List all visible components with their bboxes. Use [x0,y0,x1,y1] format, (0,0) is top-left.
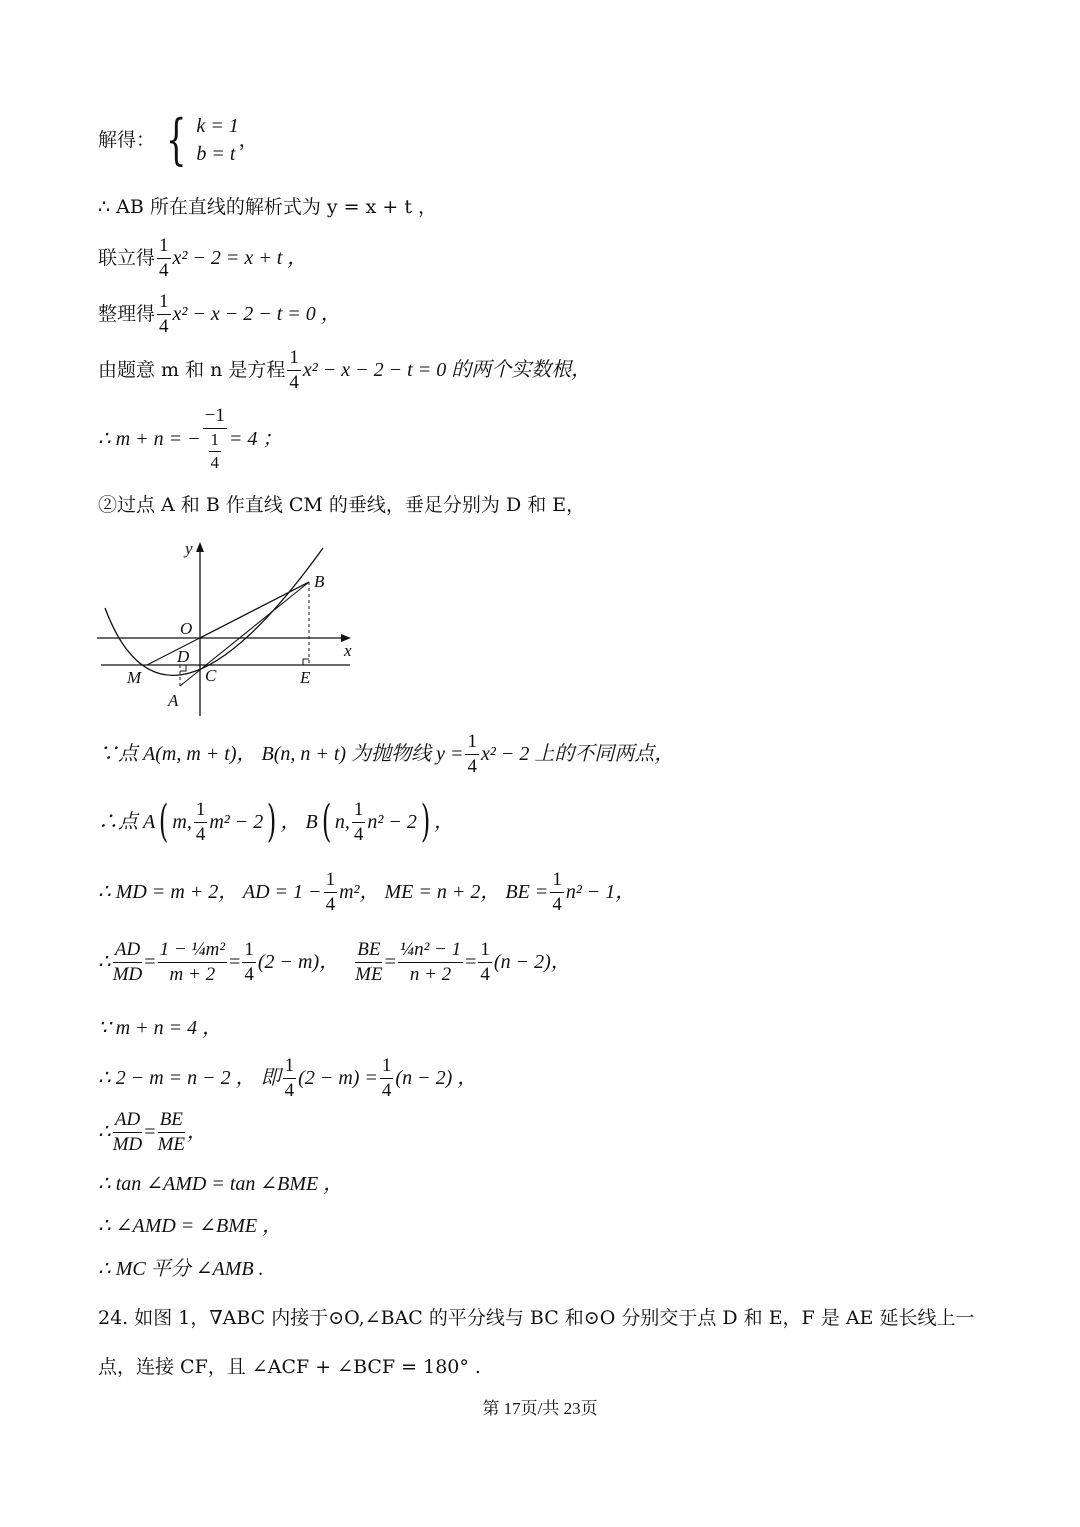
paren-close: ) [267,796,277,848]
fraction-be-me: $\frac{BE}{ME}$ [157,1109,186,1155]
text: n² − 2 [367,811,417,834]
fraction-quarter: $\frac{1}{4}$ [159,235,169,281]
text: ∴ ∠AMD = ∠BME ， [98,1215,283,1237]
label-b: B [314,572,325,591]
fraction-quarter: $\frac{1}{4}$ [353,799,364,845]
page-footer: 第 17页/共 23页 [482,1399,598,1418]
step-two-line [98,496,585,515]
ratio-equal-line: ∴ $\frac{AD}{MD}$ = $\frac{BE}{ME}$ ， [98,1109,208,1155]
text: ∴ AB 所在直线的解析式为 y = x + t ， [98,196,438,218]
label-x: x [344,641,352,660]
equation: x² − x − 2 − t = 0 ， [172,303,341,326]
text: ∴ MC 平分 ∠AMB . [98,1258,264,1280]
label-c: C [205,666,217,685]
fraction-be-me: $\frac{BE}{ME}$ [355,939,383,985]
ratio-line: ∴ $\frac{AD}{MD}$ = $\frac{\text{1 − ¼m²}}{m + 2}$ = $\frac{1}{4}$ (2 − m)， $\frac{BE}{ME}$ = $\frac{\text{¼n² − 1}}{n + 2}$ = $\frac{1}{4}$ (n − 2)， [98,939,571,985]
text: ∵点 A(m, m + t)， B(n, n + t) 为抛物线 y = [98,743,464,766]
right-angle-e [303,659,309,665]
text: ， [434,811,455,834]
fraction-quarter: $\frac{1}{4}$ [284,1055,295,1101]
y-axis-arrow [196,542,204,552]
equation-system [196,116,238,164]
fraction-quarter: $\frac{1}{4}$ [244,939,254,985]
fraction-ad-md: $\frac{AD}{MD}$ [112,1109,143,1155]
label-e: E [300,668,311,687]
text: 整理得 [98,302,156,325]
text: 由题意 m 和 n 是方程 [98,358,286,381]
comma: ， [238,128,258,151]
angle-equal-line [98,1216,282,1236]
text: (2 − m)， [257,951,340,974]
fraction-quarter: $\frac{1}{4}$ [325,869,336,915]
text: ∵ m + n = 4 ， [98,1017,223,1039]
conclusion-line [98,1259,264,1279]
equation-rhs: = 4 ； [228,427,283,450]
text: m²， ME = n + 2， BE = [339,881,549,904]
compound-fraction: $\frac{-1}{\frac{1}{4}}$ [204,405,225,472]
fraction-ratio-1: $\frac{\text{1 − ¼m²}}{m + 2}$ [159,939,226,985]
text: ， B [280,811,318,834]
text: n, [334,811,350,834]
text: x² − 2 上的不同两点， [480,743,675,766]
label-o: O [180,619,193,638]
paren-open: ( [321,796,331,848]
text: (2 − m) = [298,1067,378,1090]
equation: x² − 2 = x + t ， [172,247,308,270]
text: m² − 2 [209,811,264,834]
simplified-equation-line [98,292,341,337]
fraction-quarter: $\frac{1}{4}$ [467,731,477,777]
tan-line [98,1174,343,1194]
text: ∴ [98,1121,111,1144]
text: ∴ MD = m + 2， AD = 1 − [98,881,322,904]
sum-of-roots-line [98,406,282,472]
parabola-figure [95,538,360,718]
text: ∴点 A [98,811,156,834]
text: ②过点 A 和 B 作直线 CM 的垂线，垂足分别为 D 和 E， [98,494,586,516]
fraction-ad-md: $\frac{AD}{MD}$ [112,939,143,985]
paren-open: ( [159,796,169,848]
label-d: D [177,647,190,666]
fraction-quarter: $\frac{1}{4}$ [289,347,299,393]
text: 联立得 [98,246,156,269]
equation-k: k = 1 [196,115,239,137]
solve-label: 解得： [98,128,156,151]
text: n² − 1， [565,881,636,904]
segment-lengths-line [98,870,635,915]
text: ∴ [98,951,111,974]
point-coordinates-line [98,796,455,848]
problem-24-line-1 [98,1309,974,1328]
roots-statement-line [98,348,591,393]
equation-b: b = t [196,143,236,165]
fraction-ratio-2: $\frac{\text{¼n² − 1}}{n + 2}$ [399,939,462,985]
label-m: M [127,668,142,687]
text: 24. 如图 1，∇ABC 内接于⊙O,∠BAC 的平分线与 BC 和⊙O 分别交于点 D 和 E，F 是 AE 延长线上一 [98,1307,975,1329]
text: 点，连接 CF，且 ∠ACF + ∠BCF = 180° . [98,1356,481,1378]
equal-terms-line [98,1056,477,1101]
equation: x² − x − 2 − t = 0 的两个实数根， [302,359,592,382]
label-y: y [185,539,193,558]
parabola-curve [105,548,323,675]
text: (n − 2)， [493,951,571,974]
fraction-quarter: $\frac{1}{4}$ [552,869,562,915]
label-a: A [168,691,179,710]
fraction-quarter: $\frac{1}{4}$ [381,1055,392,1101]
text: ∴ tan ∠AMD = tan ∠BME ， [98,1173,344,1195]
points-on-parabola-line [98,732,674,777]
fraction-quarter: $\frac{1}{4}$ [159,291,169,337]
text: ， [187,1121,208,1144]
fraction-quarter: $\frac{1}{4}$ [195,799,206,845]
text: (n − 2) ， [395,1067,478,1090]
equation-lhs: ∴ m + n = − [98,427,201,450]
sum-given-line [98,1018,222,1038]
problem-24-line-2 [98,1358,481,1377]
solution-system-line [98,108,258,171]
paren-close: ) [420,796,431,848]
system-brace: { [165,108,187,171]
text: m, [172,811,192,834]
fraction-quarter: $\frac{1}{4}$ [480,939,490,985]
text: ∴ 2 − m = n − 2 ， 即 [98,1067,281,1090]
line-ab-expression [98,198,437,217]
combined-equation-line [98,236,307,281]
